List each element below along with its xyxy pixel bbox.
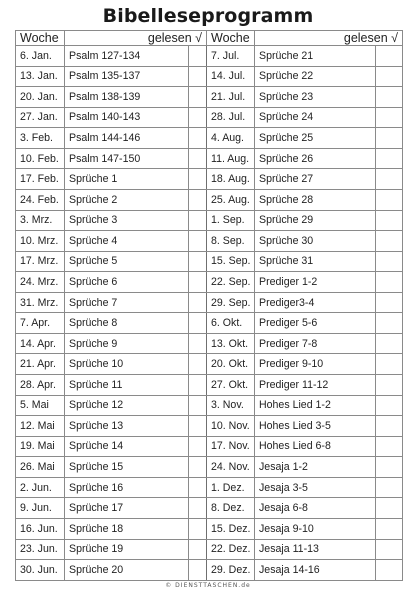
reading-passage: Sprüche 25 bbox=[255, 128, 376, 149]
read-checkbox[interactable] bbox=[189, 395, 207, 416]
read-checkbox[interactable] bbox=[189, 128, 207, 149]
week-date: 21. Jul. bbox=[207, 87, 255, 108]
read-checkbox[interactable] bbox=[376, 272, 403, 293]
reading-passage: Psalm 127-134 bbox=[65, 46, 189, 67]
week-date: 25. Aug. bbox=[207, 189, 255, 210]
reading-passage: Sprüche 26 bbox=[255, 148, 376, 169]
read-checkbox[interactable] bbox=[376, 231, 403, 252]
table-row bbox=[16, 560, 403, 581]
reading-passage: Sprüche 19 bbox=[65, 539, 189, 560]
week-date: 1. Dez. bbox=[207, 477, 255, 498]
week-date: 16. Jun. bbox=[16, 518, 65, 539]
read-checkbox[interactable] bbox=[189, 539, 207, 560]
read-checkbox[interactable] bbox=[376, 395, 403, 416]
table-row bbox=[16, 272, 403, 293]
read-checkbox[interactable] bbox=[376, 375, 403, 396]
read-checkbox[interactable] bbox=[189, 251, 207, 272]
read-checkbox[interactable] bbox=[189, 210, 207, 231]
week-date: 19. Mai bbox=[16, 436, 65, 457]
reading-passage: Sprüche 1 bbox=[65, 169, 189, 190]
reading-passage: Sprüche 23 bbox=[255, 87, 376, 108]
read-checkbox[interactable] bbox=[189, 416, 207, 437]
week-date: 7. Apr. bbox=[16, 313, 65, 334]
read-checkbox[interactable] bbox=[376, 292, 403, 313]
reading-passage: Sprüche 8 bbox=[65, 313, 189, 334]
week-date: 20. Okt. bbox=[207, 354, 255, 375]
reading-passage: Hohes Lied 6-8 bbox=[255, 436, 376, 457]
reading-passage: Sprüche 6 bbox=[65, 272, 189, 293]
read-checkbox[interactable] bbox=[189, 292, 207, 313]
reading-plan-table bbox=[15, 30, 403, 581]
week-date: 27. Jan. bbox=[16, 107, 65, 128]
reading-passage: Sprüche 20 bbox=[65, 560, 189, 581]
read-checkbox[interactable] bbox=[376, 498, 403, 519]
week-date: 24. Mrz. bbox=[16, 272, 65, 293]
week-date: 3. Mrz. bbox=[16, 210, 65, 231]
read-checkbox[interactable] bbox=[189, 457, 207, 478]
table-row bbox=[16, 107, 403, 128]
read-checkbox[interactable] bbox=[189, 189, 207, 210]
table-row bbox=[16, 313, 403, 334]
week-date: 3. Nov. bbox=[207, 395, 255, 416]
table-row bbox=[16, 539, 403, 560]
week-date: 24. Feb. bbox=[16, 189, 65, 210]
week-date: 23. Jun. bbox=[16, 539, 65, 560]
read-checkbox[interactable] bbox=[189, 87, 207, 108]
read-checkbox[interactable] bbox=[189, 313, 207, 334]
reading-passage: Sprüche 22 bbox=[255, 66, 376, 87]
read-checkbox[interactable] bbox=[376, 457, 403, 478]
reading-passage: Sprüche 13 bbox=[65, 416, 189, 437]
reading-passage: Sprüche 11 bbox=[65, 375, 189, 396]
reading-passage: Psalm 140-143 bbox=[65, 107, 189, 128]
table-row bbox=[16, 375, 403, 396]
reading-passage: Psalm 138-139 bbox=[65, 87, 189, 108]
table-row bbox=[16, 189, 403, 210]
read-checkbox[interactable] bbox=[376, 560, 403, 581]
reading-passage: Jesaja 3-5 bbox=[255, 477, 376, 498]
table-row bbox=[16, 169, 403, 190]
read-checkbox[interactable] bbox=[376, 107, 403, 128]
reading-passage: Psalm 144-146 bbox=[65, 128, 189, 149]
week-date: 4. Aug. bbox=[207, 128, 255, 149]
week-header-right: Woche bbox=[207, 31, 255, 46]
read-checkbox[interactable] bbox=[376, 436, 403, 457]
week-date: 6. Jan. bbox=[16, 46, 65, 67]
week-date: 18. Aug. bbox=[207, 169, 255, 190]
reading-passage: Sprüche 16 bbox=[65, 477, 189, 498]
read-checkbox[interactable] bbox=[189, 169, 207, 190]
week-date: 22. Sep. bbox=[207, 272, 255, 293]
week-date: 8. Dez. bbox=[207, 498, 255, 519]
read-checkbox[interactable] bbox=[376, 210, 403, 231]
table-row bbox=[16, 46, 403, 67]
week-date: 8. Sep. bbox=[207, 231, 255, 252]
table-row bbox=[16, 231, 403, 252]
reading-passage: Prediger 9-10 bbox=[255, 354, 376, 375]
table-row bbox=[16, 251, 403, 272]
reading-passage: Sprüche 3 bbox=[65, 210, 189, 231]
read-checkbox[interactable] bbox=[189, 46, 207, 67]
table-row bbox=[16, 436, 403, 457]
reading-passage: Sprüche 21 bbox=[255, 46, 376, 67]
reading-passage: Jesaja 1-2 bbox=[255, 457, 376, 478]
read-checkbox[interactable] bbox=[376, 189, 403, 210]
reading-passage: Sprüche 30 bbox=[255, 231, 376, 252]
read-checkbox[interactable] bbox=[189, 518, 207, 539]
week-date: 10. Mrz. bbox=[16, 231, 65, 252]
week-date: 14. Apr. bbox=[16, 333, 65, 354]
reading-passage: Prediger 1-2 bbox=[255, 272, 376, 293]
read-checkbox[interactable] bbox=[189, 354, 207, 375]
read-checkbox[interactable] bbox=[376, 251, 403, 272]
week-date: 3. Feb. bbox=[16, 128, 65, 149]
week-date: 9. Jun. bbox=[16, 498, 65, 519]
table-row bbox=[16, 292, 403, 313]
reading-passage: Sprüche 14 bbox=[65, 436, 189, 457]
table-row bbox=[16, 395, 403, 416]
reading-passage: Sprüche 5 bbox=[65, 251, 189, 272]
week-date: 6. Okt. bbox=[207, 313, 255, 334]
week-date: 28. Apr. bbox=[16, 375, 65, 396]
week-date: 22. Dez. bbox=[207, 539, 255, 560]
reading-passage: Sprüche 7 bbox=[65, 292, 189, 313]
footer-credit: © DIENSTTASCHEN.de bbox=[165, 582, 251, 589]
week-date: 20. Jan. bbox=[16, 87, 65, 108]
table-row bbox=[16, 477, 403, 498]
week-date: 17. Mrz. bbox=[16, 251, 65, 272]
read-checkbox[interactable] bbox=[189, 66, 207, 87]
reading-passage: Hohes Lied 3-5 bbox=[255, 416, 376, 437]
reading-passage: Prediger 5-6 bbox=[255, 313, 376, 334]
read-checkbox[interactable] bbox=[376, 416, 403, 437]
reading-passage: Sprüche 31 bbox=[255, 251, 376, 272]
header-row bbox=[16, 31, 403, 46]
reading-passage: Sprüche 15 bbox=[65, 457, 189, 478]
reading-passage: Sprüche 17 bbox=[65, 498, 189, 519]
week-date: 17. Nov. bbox=[207, 436, 255, 457]
read-checkbox[interactable] bbox=[376, 169, 403, 190]
read-checkbox[interactable] bbox=[189, 148, 207, 169]
week-date: 15. Sep. bbox=[207, 251, 255, 272]
reading-passage: Sprüche 18 bbox=[65, 518, 189, 539]
read-checkbox[interactable] bbox=[189, 231, 207, 252]
read-checkbox[interactable] bbox=[189, 272, 207, 293]
read-header-right: gelesen √ bbox=[255, 31, 403, 46]
table-row bbox=[16, 66, 403, 87]
reading-passage: Psalm 135-137 bbox=[65, 66, 189, 87]
week-date: 10. Feb. bbox=[16, 148, 65, 169]
table-row bbox=[16, 210, 403, 231]
read-checkbox[interactable] bbox=[189, 477, 207, 498]
reading-passage: Sprüche 12 bbox=[65, 395, 189, 416]
read-checkbox[interactable] bbox=[189, 436, 207, 457]
table-row bbox=[16, 498, 403, 519]
week-header-left: Woche bbox=[16, 31, 65, 46]
week-date: 17. Feb. bbox=[16, 169, 65, 190]
table-row bbox=[16, 518, 403, 539]
reading-passage: Sprüche 10 bbox=[65, 354, 189, 375]
reading-passage: Sprüche 2 bbox=[65, 189, 189, 210]
read-checkbox[interactable] bbox=[189, 498, 207, 519]
table-row bbox=[16, 333, 403, 354]
read-checkbox[interactable] bbox=[189, 375, 207, 396]
week-date: 13. Jan. bbox=[16, 66, 65, 87]
week-date: 13. Okt. bbox=[207, 333, 255, 354]
week-date: 5. Mai bbox=[16, 395, 65, 416]
read-header-left: gelesen √ bbox=[65, 31, 207, 46]
read-checkbox[interactable] bbox=[376, 539, 403, 560]
week-date: 14. Jul. bbox=[207, 66, 255, 87]
reading-passage: Sprüche 9 bbox=[65, 333, 189, 354]
week-date: 15. Dez. bbox=[207, 518, 255, 539]
table-row bbox=[16, 128, 403, 149]
read-checkbox[interactable] bbox=[376, 148, 403, 169]
reading-passage: Jesaja 11-13 bbox=[255, 539, 376, 560]
week-date: 31. Mrz. bbox=[16, 292, 65, 313]
page-title: Bibelleseprogramm bbox=[102, 5, 314, 27]
reading-passage: Prediger3-4 bbox=[255, 292, 376, 313]
week-date: 7. Jul. bbox=[207, 46, 255, 67]
table-row bbox=[16, 354, 403, 375]
reading-passage: Prediger 11-12 bbox=[255, 375, 376, 396]
week-date: 30. Jun. bbox=[16, 560, 65, 581]
table-row bbox=[16, 148, 403, 169]
read-checkbox[interactable] bbox=[189, 560, 207, 581]
reading-passage: Jesaja 14-16 bbox=[255, 560, 376, 581]
read-checkbox[interactable] bbox=[376, 66, 403, 87]
reading-passage: Psalm 147-150 bbox=[65, 148, 189, 169]
week-date: 21. Apr. bbox=[16, 354, 65, 375]
week-date: 10. Nov. bbox=[207, 416, 255, 437]
week-date: 12. Mai bbox=[16, 416, 65, 437]
week-date: 24. Nov. bbox=[207, 457, 255, 478]
reading-passage: Sprüche 4 bbox=[65, 231, 189, 252]
week-date: 29. Dez. bbox=[207, 560, 255, 581]
read-checkbox[interactable] bbox=[376, 313, 403, 334]
read-checkbox[interactable] bbox=[376, 46, 403, 67]
read-checkbox[interactable] bbox=[376, 518, 403, 539]
week-date: 29. Sep. bbox=[207, 292, 255, 313]
read-checkbox[interactable] bbox=[376, 87, 403, 108]
reading-passage: Sprüche 24 bbox=[255, 107, 376, 128]
week-date: 26. Mai bbox=[16, 457, 65, 478]
reading-plan-body bbox=[16, 46, 403, 581]
read-checkbox[interactable] bbox=[376, 354, 403, 375]
week-date: 27. Okt. bbox=[207, 375, 255, 396]
week-date: 1. Sep. bbox=[207, 210, 255, 231]
reading-passage: Jesaja 6-8 bbox=[255, 498, 376, 519]
week-date: 28. Jul. bbox=[207, 107, 255, 128]
read-checkbox[interactable] bbox=[376, 333, 403, 354]
table-row bbox=[16, 416, 403, 437]
reading-passage: Prediger 7-8 bbox=[255, 333, 376, 354]
table-row bbox=[16, 457, 403, 478]
reading-passage: Sprüche 29 bbox=[255, 210, 376, 231]
reading-passage: Hohes Lied 1-2 bbox=[255, 395, 376, 416]
week-date: 11. Aug. bbox=[207, 148, 255, 169]
reading-passage: Sprüche 28 bbox=[255, 189, 376, 210]
week-date: 2. Jun. bbox=[16, 477, 65, 498]
table-row bbox=[16, 87, 403, 108]
reading-passage: Sprüche 27 bbox=[255, 169, 376, 190]
read-checkbox[interactable] bbox=[376, 477, 403, 498]
read-checkbox[interactable] bbox=[376, 128, 403, 149]
read-checkbox[interactable] bbox=[189, 107, 207, 128]
reading-passage: Jesaja 9-10 bbox=[255, 518, 376, 539]
read-checkbox[interactable] bbox=[189, 333, 207, 354]
